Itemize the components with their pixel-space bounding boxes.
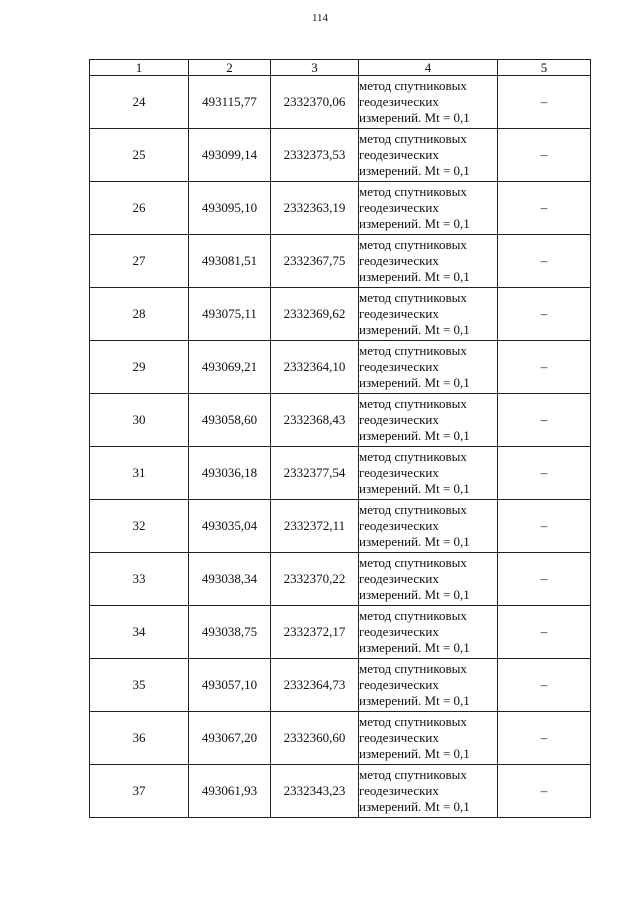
y-coordinate: 2332370,22: [271, 553, 359, 606]
method-line: метод спутниковых: [359, 449, 467, 464]
column-header-4: 4: [359, 60, 498, 76]
method-line: метод спутниковых: [359, 131, 467, 146]
note-cell: [498, 447, 591, 500]
point-number: 31: [90, 447, 189, 500]
table-row: [90, 394, 591, 447]
table-row: [90, 341, 591, 394]
method-line: измерений. Mt = 0,1: [359, 428, 470, 443]
measurement-method: [359, 712, 498, 765]
note-cell: [498, 659, 591, 712]
method-line: метод спутниковых: [359, 555, 467, 570]
point-number: 35: [90, 659, 189, 712]
dash-mark: –: [540, 624, 548, 639]
column-header-5: 5: [498, 60, 591, 76]
method-line: метод спутниковых: [359, 608, 467, 623]
measurement-method: [359, 182, 498, 235]
method-line: измерений. Mt = 0,1: [359, 481, 470, 496]
point-number: 30: [90, 394, 189, 447]
table-row: [90, 606, 591, 659]
y-coordinate: 2332368,43: [271, 394, 359, 447]
dash-mark: –: [540, 518, 548, 533]
y-coordinate: 2332372,17: [271, 606, 359, 659]
method-line: геодезических: [359, 677, 439, 692]
method-line: геодезических: [359, 147, 439, 162]
x-coordinate: 493057,10: [189, 659, 271, 712]
dash-mark: –: [540, 147, 548, 162]
method-line: метод спутниковых: [359, 78, 467, 93]
measurement-method: [359, 129, 498, 182]
column-header-3: 3: [271, 60, 359, 76]
table-row: [90, 129, 591, 182]
y-coordinate: 2332370,06: [271, 76, 359, 129]
y-coordinate: 2332363,19: [271, 182, 359, 235]
table-header-row: [90, 60, 591, 76]
y-coordinate: 2332343,23: [271, 765, 359, 818]
table-body: [90, 76, 591, 818]
method-line: измерений. Mt = 0,1: [359, 640, 470, 655]
y-coordinate: 2332364,10: [271, 341, 359, 394]
point-number: 37: [90, 765, 189, 818]
point-number: 27: [90, 235, 189, 288]
measurement-method: [359, 288, 498, 341]
point-number: 29: [90, 341, 189, 394]
point-number: 26: [90, 182, 189, 235]
dash-mark: –: [540, 412, 548, 427]
table-row: [90, 76, 591, 129]
method-line: геодезических: [359, 253, 439, 268]
dash-mark: –: [540, 306, 548, 321]
method-line: измерений. Mt = 0,1: [359, 534, 470, 549]
note-cell: [498, 76, 591, 129]
point-number: 34: [90, 606, 189, 659]
measurement-method: [359, 394, 498, 447]
measurement-method: [359, 553, 498, 606]
dash-mark: –: [540, 465, 548, 480]
measurement-method: [359, 765, 498, 818]
x-coordinate: 493099,14: [189, 129, 271, 182]
y-coordinate: 2332367,75: [271, 235, 359, 288]
method-line: геодезических: [359, 412, 439, 427]
point-number: 36: [90, 712, 189, 765]
note-cell: [498, 606, 591, 659]
x-coordinate: 493069,21: [189, 341, 271, 394]
method-line: метод спутниковых: [359, 767, 467, 782]
method-line: измерений. Mt = 0,1: [359, 587, 470, 602]
method-line: геодезических: [359, 306, 439, 321]
dash-mark: –: [540, 677, 548, 692]
method-line: геодезических: [359, 465, 439, 480]
x-coordinate: 493081,51: [189, 235, 271, 288]
table-row: [90, 288, 591, 341]
x-coordinate: 493038,34: [189, 553, 271, 606]
dash-mark: –: [540, 359, 548, 374]
method-line: геодезических: [359, 571, 439, 586]
method-line: метод спутниковых: [359, 502, 467, 517]
y-coordinate: 2332369,62: [271, 288, 359, 341]
method-line: метод спутниковых: [359, 661, 467, 676]
method-line: метод спутниковых: [359, 714, 467, 729]
measurement-method: [359, 235, 498, 288]
dash-mark: –: [540, 730, 548, 745]
coordinates-table: [89, 59, 591, 818]
method-line: измерений. Mt = 0,1: [359, 693, 470, 708]
method-line: геодезических: [359, 730, 439, 745]
dash-mark: –: [540, 783, 548, 798]
y-coordinate: 2332364,73: [271, 659, 359, 712]
dash-mark: –: [540, 200, 548, 215]
method-line: геодезических: [359, 200, 439, 215]
point-number: 33: [90, 553, 189, 606]
point-number: 32: [90, 500, 189, 553]
measurement-method: [359, 500, 498, 553]
method-line: измерений. Mt = 0,1: [359, 216, 470, 231]
note-cell: [498, 235, 591, 288]
measurement-method: [359, 447, 498, 500]
x-coordinate: 493061,93: [189, 765, 271, 818]
measurement-method: [359, 606, 498, 659]
x-coordinate: 493067,20: [189, 712, 271, 765]
dash-mark: –: [540, 571, 548, 586]
method-line: измерений. Mt = 0,1: [359, 269, 470, 284]
note-cell: [498, 288, 591, 341]
method-line: метод спутниковых: [359, 237, 467, 252]
table-row: [90, 500, 591, 553]
method-line: геодезических: [359, 783, 439, 798]
note-cell: [498, 182, 591, 235]
method-line: геодезических: [359, 624, 439, 639]
x-coordinate: 493035,04: [189, 500, 271, 553]
y-coordinate: 2332373,53: [271, 129, 359, 182]
note-cell: [498, 765, 591, 818]
note-cell: [498, 129, 591, 182]
method-line: измерений. Mt = 0,1: [359, 163, 470, 178]
method-line: измерений. Mt = 0,1: [359, 799, 470, 814]
y-coordinate: 2332377,54: [271, 447, 359, 500]
note-cell: [498, 341, 591, 394]
column-header-1: 1: [90, 60, 189, 76]
y-coordinate: 2332372,11: [271, 500, 359, 553]
note-cell: [498, 500, 591, 553]
x-coordinate: 493038,75: [189, 606, 271, 659]
method-line: геодезических: [359, 518, 439, 533]
column-header-2: 2: [189, 60, 271, 76]
measurement-method: [359, 659, 498, 712]
method-line: геодезических: [359, 94, 439, 109]
page-number: 114: [311, 12, 329, 24]
x-coordinate: 493036,18: [189, 447, 271, 500]
method-line: геодезических: [359, 359, 439, 374]
method-line: метод спутниковых: [359, 184, 467, 199]
table-row: [90, 182, 591, 235]
table-row: [90, 553, 591, 606]
method-line: метод спутниковых: [359, 396, 467, 411]
method-line: метод спутниковых: [359, 290, 467, 305]
x-coordinate: 493058,60: [189, 394, 271, 447]
table-row: [90, 659, 591, 712]
dash-mark: –: [540, 253, 548, 268]
method-line: измерений. Mt = 0,1: [359, 110, 470, 125]
measurement-method: [359, 341, 498, 394]
y-coordinate: 2332360,60: [271, 712, 359, 765]
point-number: 25: [90, 129, 189, 182]
note-cell: [498, 394, 591, 447]
dash-mark: –: [540, 94, 548, 109]
point-number: 28: [90, 288, 189, 341]
table-row: [90, 447, 591, 500]
x-coordinate: 493075,11: [189, 288, 271, 341]
method-line: измерений. Mt = 0,1: [359, 375, 470, 390]
x-coordinate: 493115,77: [189, 76, 271, 129]
note-cell: [498, 712, 591, 765]
table-row: [90, 765, 591, 818]
table-row: [90, 712, 591, 765]
measurement-method: [359, 76, 498, 129]
table-row: [90, 235, 591, 288]
method-line: измерений. Mt = 0,1: [359, 746, 470, 761]
method-line: измерений. Mt = 0,1: [359, 322, 470, 337]
method-line: метод спутниковых: [359, 343, 467, 358]
x-coordinate: 493095,10: [189, 182, 271, 235]
note-cell: [498, 553, 591, 606]
point-number: 24: [90, 76, 189, 129]
